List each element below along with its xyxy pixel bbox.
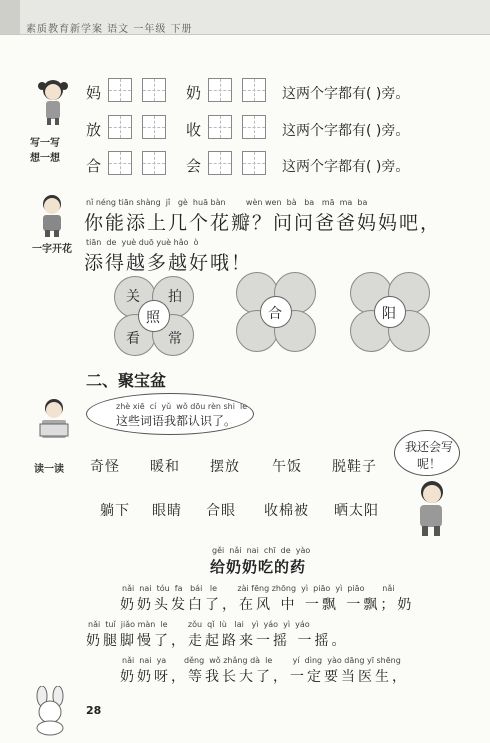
bubble2-text: 我还会写呢！	[404, 440, 453, 471]
petal-word: 常	[168, 331, 182, 347]
flower-label: 一字开花	[32, 244, 72, 255]
flower-1	[114, 276, 194, 356]
writing-box[interactable]	[242, 115, 266, 139]
header-tab	[0, 0, 20, 34]
row3-left-char: 合	[86, 157, 102, 175]
writing-box[interactable]	[208, 151, 232, 175]
reading-kid-illustration	[34, 396, 74, 446]
word-item: 暖和	[150, 459, 180, 475]
center-word: 阳	[382, 306, 396, 322]
word-item: 合眼	[206, 503, 236, 519]
writing-box[interactable]	[142, 78, 166, 102]
writing-box[interactable]	[142, 151, 166, 175]
header-title: 素质教育新学案 语文 一年级 下册	[26, 24, 193, 35]
story-pinyin: nǎi nai tóu fa bái le zài fēng zhōng yì piāo yì piāo nǎi	[122, 584, 395, 593]
word-item: 奇怪	[90, 459, 120, 475]
girl-writing-illustration	[408, 478, 454, 538]
word-item: 眼睛	[152, 503, 182, 519]
write-think-label: 写一写 想一想	[30, 138, 60, 164]
bunny-illustration	[28, 686, 72, 736]
section-title: 二、聚宝盆	[86, 371, 167, 390]
word-item: 摆放	[210, 459, 240, 475]
petal-word: 关	[126, 289, 140, 305]
petal-word: 看	[126, 331, 140, 347]
center-word: 照	[146, 310, 160, 326]
bubble-text: 这些词语我都认识了。	[116, 414, 237, 428]
word-item: 收棉被	[264, 503, 309, 519]
word-item: 晒太阳	[334, 503, 379, 519]
writing-box[interactable]	[108, 115, 132, 139]
flower-2[interactable]	[236, 272, 316, 352]
flower-line-2: 添得越多越好哦！	[84, 252, 253, 274]
writing-box[interactable]	[208, 115, 232, 139]
writing-box[interactable]	[108, 151, 132, 175]
row2-question: 这两个字都有( )旁。	[282, 123, 410, 139]
writing-box[interactable]	[208, 78, 232, 102]
story-pinyin: nǎi nai ya děng wǒ zhǎng dà le yí dìng yào dāng yī shēng	[122, 656, 401, 665]
petal-word: 拍	[168, 289, 182, 305]
word-item: 脱鞋子	[332, 459, 377, 475]
row1-right-char: 奶	[186, 84, 202, 102]
girl-illustration	[36, 76, 70, 126]
row2-right-char: 收	[186, 121, 202, 139]
story-line: 奶奶呀，等我长大了，一定要当医生，	[120, 669, 409, 685]
story-pinyin: nǎi tuǐ jiǎo màn le zǒu qǐ lù lai yì yáo yì yáo	[88, 620, 310, 629]
flower-3[interactable]	[350, 272, 430, 352]
flower-pinyin-2: tiān de yuè duō yuè hǎo ò	[86, 238, 199, 247]
bubble-pinyin: zhè xiē cí yǔ wǒ dōu rèn shi le	[116, 402, 248, 411]
word-item: 躺下	[100, 503, 130, 519]
story-title-pinyin: gěi nǎi nai chī de yào	[212, 546, 311, 555]
row3-right-char: 会	[186, 157, 202, 175]
story-line: 奶奶头发白了，在风 中 一飘 一飘；奶	[120, 597, 415, 613]
row1-left-char: 妈	[86, 84, 102, 102]
page-number: 28	[86, 704, 102, 717]
writing-box[interactable]	[108, 78, 132, 102]
row3-question: 这两个字都有( )旁。	[282, 159, 410, 175]
writing-box[interactable]	[242, 78, 266, 102]
story-title: 给奶奶吃的药	[210, 558, 307, 576]
word-item: 午饭	[272, 459, 302, 475]
writing-box[interactable]	[242, 151, 266, 175]
flower-pinyin-1: nǐ néng tiān shàng jǐ gè huā bàn wèn wen bà ba mā ma ba	[86, 198, 368, 207]
writing-box[interactable]	[142, 115, 166, 139]
boy-illustration	[34, 192, 70, 238]
row2-left-char: 放	[86, 121, 102, 139]
read-label: 读一读	[34, 464, 64, 475]
row1-question: 这两个字都有( )旁。	[282, 86, 410, 102]
flower-line-1: 你能添上几个花瓣？问问爸爸妈妈吧，	[84, 212, 442, 234]
center-word: 合	[268, 306, 282, 322]
story-line: 奶腿脚慢了，走起路来一摇 一摇。	[86, 633, 349, 649]
